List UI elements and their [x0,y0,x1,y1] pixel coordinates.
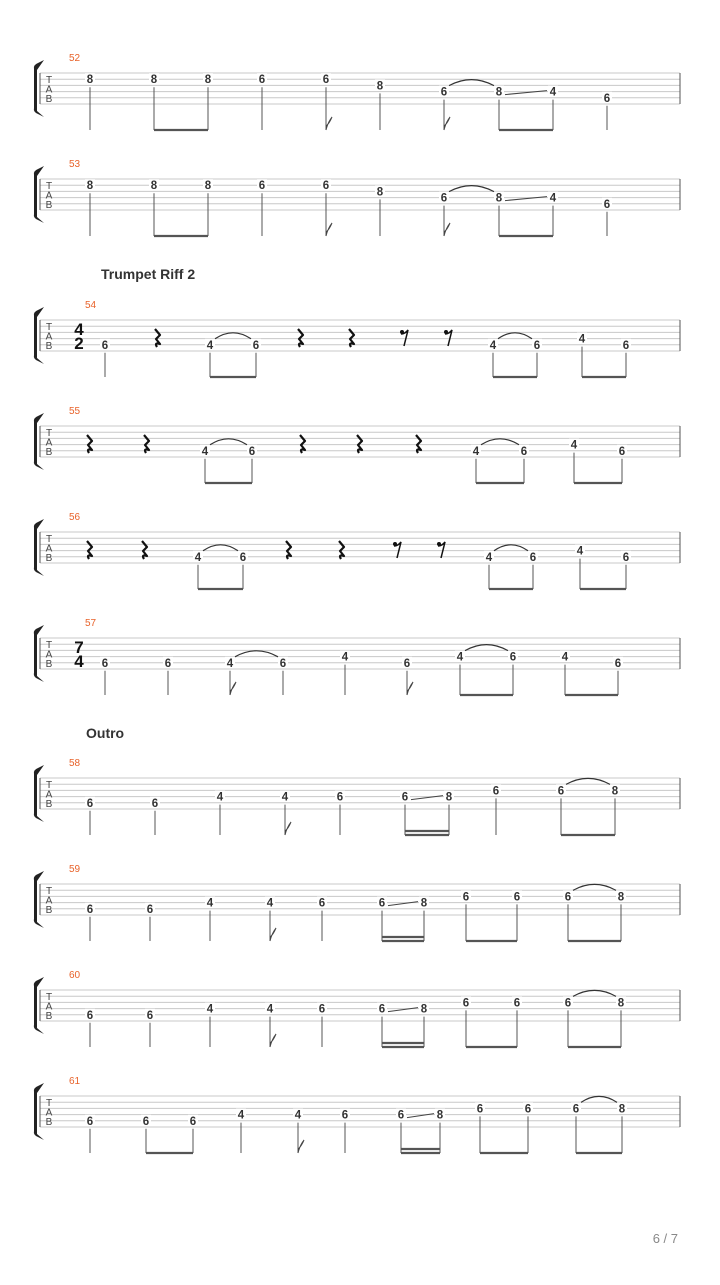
tie-arc [494,545,528,551]
system-bracket [34,765,44,822]
note-flag [326,117,332,130]
fret-number: 6 [189,1115,197,1128]
fret-number: 8 [420,1003,428,1016]
tab-clef-letter: A [45,1107,53,1119]
tab-clef-letter: T [45,534,53,545]
tab-clef-letter: T [45,181,53,192]
tab-clef-letter: B [45,1117,53,1128]
tie-arc [235,651,278,657]
tab-clef-letter: B [45,905,53,916]
fret-number: 6 [258,180,266,193]
fret-number: 8 [150,74,158,87]
fret-number: 6 [462,997,470,1010]
quarter-rest [339,541,344,559]
section-label-outro: Outro [86,725,125,741]
fret-number: 6 [397,1109,405,1122]
tab-clef-letter: A [45,543,53,555]
measure-number: 54 [85,300,97,311]
tie-arc [498,333,532,339]
quarter-rest [298,329,303,347]
fret-number: 8 [618,1103,626,1116]
time-signature-bottom: 4 [74,652,84,671]
time-signature-bottom: 2 [74,334,84,353]
tab-clef-letter: T [45,1098,53,1109]
tab-clef-letter: A [45,331,53,343]
tie-arc [581,1096,617,1102]
fret-number: 6 [614,657,622,670]
fret-number: 6 [86,903,94,916]
fret-number: 4 [472,445,480,458]
system-bracket [34,977,44,1034]
tab-clef-letter: B [45,447,53,458]
fret-number: 6 [322,74,330,87]
quarter-rest [142,541,147,559]
fret-number: 6 [557,785,565,798]
fret-number: 4 [294,1109,302,1122]
fret-number: 4 [216,791,224,804]
fret-number: 4 [206,897,214,910]
tab-clef-letter: B [45,553,53,564]
tab-clef-letter: A [45,437,53,449]
fret-number: 6 [520,445,528,458]
fret-number: 6 [462,891,470,904]
fret-number: 4 [456,651,464,664]
fret-number: 4 [206,339,214,352]
tab-system [34,53,680,130]
fret-number: 4 [206,1003,214,1016]
fret-number: 6 [618,445,626,458]
tab-clef-letter: B [45,94,53,105]
note-flag [230,682,236,695]
tab-clef-letter: A [45,190,53,202]
section-label-trumpet-riff-2: Trumpet Riff 2 [101,266,196,282]
system-bracket [34,519,44,576]
note-flag [326,223,332,236]
system-bracket [34,166,44,223]
fret-number: 6 [239,551,247,564]
fret-number: 4 [578,333,586,346]
fret-number: 4 [549,86,557,99]
page-indicator: 6 / 7 [652,1231,678,1246]
fret-number: 4 [341,651,349,664]
fret-number: 8 [204,180,212,193]
fret-number: 6 [146,1009,154,1022]
fret-number: 6 [529,551,537,564]
tab-system [34,512,680,589]
fret-number: 4 [266,1003,274,1016]
quarter-rest [87,435,92,453]
tab-clef-letter: B [45,1011,53,1022]
fret-number: 4 [226,657,234,670]
fret-number: 6 [572,1103,580,1116]
fret-number: 6 [403,657,411,670]
fret-number: 6 [401,791,409,804]
quarter-rest [416,435,421,453]
measure-number: 61 [69,1076,81,1087]
measure-number: 53 [69,159,81,170]
fret-number: 8 [436,1109,444,1122]
fret-number: 6 [492,785,500,798]
measure-number: 52 [69,53,81,64]
fret-number: 6 [146,903,154,916]
fret-number: 8 [617,997,625,1010]
measure-number: 57 [85,618,97,629]
fret-number: 6 [252,339,260,352]
fret-number: 6 [101,339,109,352]
tab-clef-letter: A [45,789,53,801]
fret-number: 6 [101,657,109,670]
tie-arc [481,439,519,445]
quarter-rest [286,541,291,559]
tab-system [34,406,680,483]
fret-number: 6 [513,891,521,904]
system-bracket [34,625,44,682]
measure-number: 56 [69,512,81,523]
fret-number: 8 [204,74,212,87]
fret-number: 6 [248,445,256,458]
tab-clef-letter: A [45,649,53,661]
system-bracket [34,871,44,928]
tab-clef-letter: A [45,84,53,96]
system-bracket [34,413,44,470]
tab-clef-letter: T [45,640,53,651]
quarter-rest [87,541,92,559]
tab-system [34,1076,680,1153]
fret-number: 6 [142,1115,150,1128]
fret-number: 8 [495,86,503,99]
measure-number: 55 [69,406,81,417]
tab-clef-letter: T [45,992,53,1003]
fret-number: 6 [603,198,611,211]
fret-number: 4 [570,439,578,452]
quarter-rest [357,435,362,453]
fret-number: 8 [86,180,94,193]
fret-number: 4 [266,897,274,910]
tab-clef-letter: A [45,1001,53,1013]
fret-number: 4 [489,339,497,352]
fret-number: 4 [549,192,557,205]
note-flag [270,1034,276,1047]
tab-system [34,758,680,835]
fret-number: 4 [194,551,202,564]
tab-clef-letter: A [45,895,53,907]
fret-number: 8 [420,897,428,910]
system-bracket [34,307,44,364]
fret-number: 6 [513,997,521,1010]
fret-number: 6 [533,339,541,352]
quarter-rest [155,329,160,347]
time-signature-top: 4 [74,320,84,339]
tie-arc [566,778,610,784]
fret-number: 8 [376,186,384,199]
quarter-rest [144,435,149,453]
fret-number: 8 [150,180,158,193]
note-flag [270,928,276,941]
fret-number: 6 [279,657,287,670]
fret-number: 6 [378,897,386,910]
measure-number: 59 [69,864,81,875]
fret-number: 6 [378,1003,386,1016]
fret-number: 6 [524,1103,532,1116]
tab-clef-letter: T [45,322,53,333]
fret-number: 6 [86,1115,94,1128]
fret-number: 6 [564,997,572,1010]
tie-arc [465,645,508,651]
fret-number: 6 [603,92,611,105]
fret-number: 6 [509,651,517,664]
fret-number: 4 [576,545,584,558]
tie-arc [210,439,247,445]
fret-number: 4 [281,791,289,804]
fret-number: 6 [564,891,572,904]
tab-clef-letter: T [45,780,53,791]
note-flag [407,682,413,695]
fret-number: 6 [151,797,159,810]
fret-number: 6 [258,74,266,87]
tab-system [34,618,680,695]
tie-arc [573,990,616,996]
fret-number: 6 [622,339,630,352]
fret-number: 6 [336,791,344,804]
fret-number: 6 [318,1003,326,1016]
fret-number: 6 [622,551,630,564]
tab-clef-letter: T [45,886,53,897]
tab-clef-letter: B [45,799,53,810]
time-signature-top: 7 [74,638,84,657]
note-flag [298,1140,304,1153]
fret-number: 6 [341,1109,349,1122]
fret-number: 8 [611,785,619,798]
fret-number: 6 [440,192,448,205]
tab-clef-letter: T [45,75,53,86]
fret-number: 8 [86,74,94,87]
tab-clef-letter: T [45,428,53,439]
quarter-rest [349,329,354,347]
tie-arc [449,186,494,192]
fret-number: 6 [440,86,448,99]
system-bracket [34,60,44,117]
tab-system [34,300,680,377]
note-flag [444,117,450,130]
tie-arc [203,545,238,551]
note-flag [444,223,450,236]
fret-number: 4 [561,651,569,664]
tie-arc [215,333,251,339]
tab-system [34,970,680,1047]
fret-number: 6 [322,180,330,193]
fret-number: 8 [617,891,625,904]
fret-number: 8 [495,192,503,205]
fret-number: 8 [376,80,384,93]
tab-system [34,159,680,236]
fret-number: 4 [201,445,209,458]
tie-arc [449,80,494,86]
fret-number: 6 [86,797,94,810]
tie-arc [573,884,616,890]
tab-clef-letter: B [45,659,53,670]
tab-clef-letter: B [45,200,53,211]
tab-clef-letter: B [45,341,53,352]
fret-number: 4 [485,551,493,564]
fret-number: 6 [164,657,172,670]
measure-number: 58 [69,758,81,769]
fret-number: 8 [445,791,453,804]
tab-system [34,864,680,941]
fret-number: 6 [476,1103,484,1116]
measure-number: 60 [69,970,81,981]
fret-number: 6 [86,1009,94,1022]
fret-number: 4 [237,1109,245,1122]
system-bracket [34,1083,44,1140]
note-flag [285,822,291,835]
quarter-rest [300,435,305,453]
fret-number: 6 [318,897,326,910]
